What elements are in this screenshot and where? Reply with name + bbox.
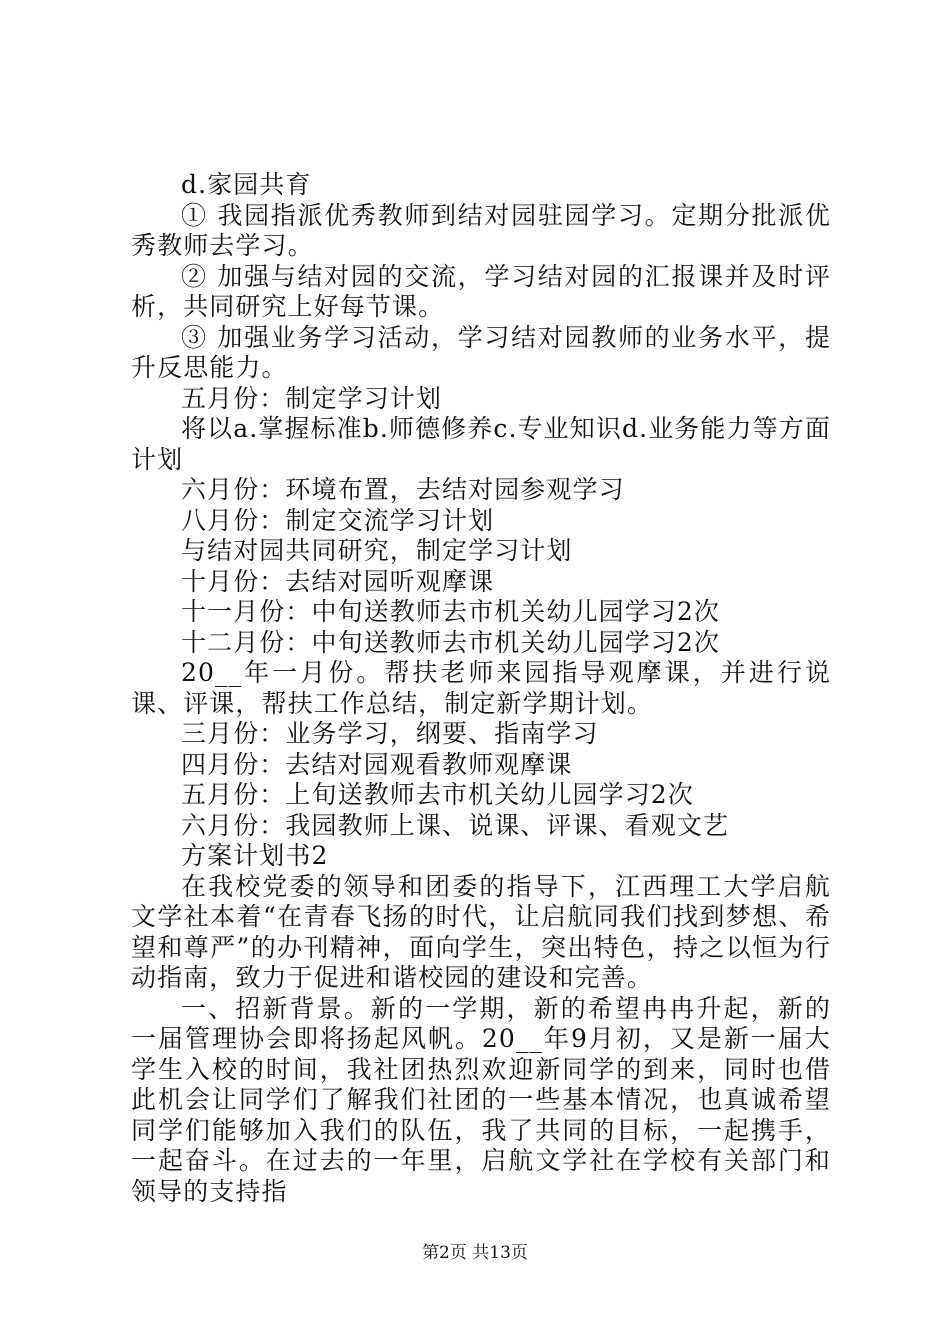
- paragraph: 在我校党委的领导和团委的指导下，江西理工大学启航文学社本着“在青春飞扬的时代，让启航同我们找到梦想、希望和尊严”的办刊精神，面向学生，突出特色，持之以恒为行动指南，致力于促进和谐校园的建设和完善。: [131, 871, 831, 992]
- paragraph: 五月份：制定学习计划: [181, 383, 443, 413]
- paragraph: 五月份：上旬送教师去市机关幼儿园学习2次: [181, 780, 694, 809]
- paragraph: 六月份：我园教师上课、说课、评课、看观文艺: [181, 810, 730, 840]
- paragraph: 与结对园共同研究，制定学习计划: [181, 536, 573, 565]
- paragraph: 一、招新背景。新的一学期，新的希望冉冉升起，新的一届管理协会即将扬起风帆。20__年9月初，又是新一届大学生入校的时间，我社团热烈欢迎新同学的到来，同时也借此机会让同学们了解我们社团的一些基本情况，也真诚希望同学们能够加入我们的队伍，我了共同的目标，一起携手，一起奋斗。在过去的一年里，启航文学社在学校有关部门和领导的支持指: [131, 993, 831, 1206]
- paragraph: 四月份：去结对园观看教师观摩课: [181, 749, 573, 779]
- paragraph: ③ 加强业务学习活动，学习结对园教师的业务水平，提升反思能力。: [131, 322, 831, 382]
- page-number-footer: 第2页 共13页: [422, 1243, 528, 1263]
- paragraph: 十一月份：中旬送教师去市机关幼儿园学习2次: [181, 597, 721, 626]
- paragraph: ② 加强与结对园的交流，学习结对园的汇报课并及时评析，共同研究上好每节课。: [131, 261, 831, 321]
- paragraph: 六月份：环境布置，去结对园参观学习: [181, 475, 625, 504]
- paragraph: 十二月份：中旬送教师去市机关幼儿园学习2次: [181, 627, 721, 657]
- paragraph: 将以a.掌握标准b.师德修养c.专业知识d.业务能力等方面计划: [131, 414, 831, 474]
- paragraph: 20__年一月份。帮扶老师来园指导观摩课，并进行说课、评课，帮扶工作总结，制定新学期计划。: [131, 658, 831, 718]
- paragraph: 十月份：去结对园听观摩课: [181, 566, 495, 596]
- document-body: [131, 170, 831, 1207]
- paragraph: ① 我园指派优秀教师到结对园驻园学习。定期分批派优秀教师去学习。: [131, 200, 831, 260]
- paragraph: 三月份：业务学习，纲要、指南学习: [181, 719, 599, 748]
- section-heading: 方案计划书2: [181, 841, 329, 870]
- paragraph: d.家园共育: [181, 170, 312, 199]
- paragraph: 八月份：制定交流学习计划: [181, 505, 495, 535]
